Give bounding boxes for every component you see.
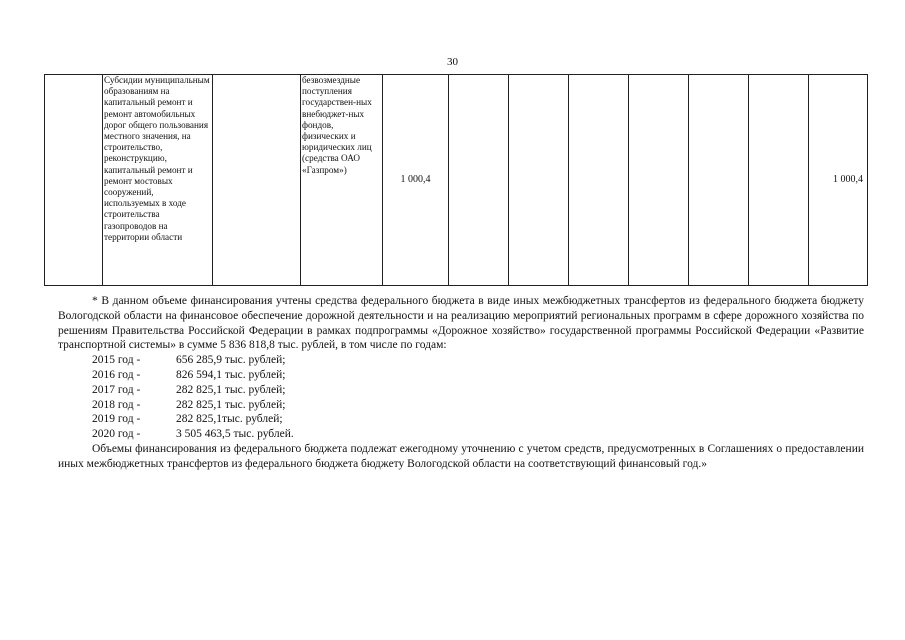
year-amount: 3 505 463,5 тыс. рублей. [176, 428, 294, 441]
list-item [92, 412, 864, 427]
list-item [92, 398, 864, 413]
financing-table [44, 74, 868, 286]
list-item [92, 353, 864, 368]
table-row [45, 75, 868, 286]
yearly-amounts-list [92, 353, 864, 442]
table-cell-empty [509, 75, 569, 286]
footnote-paragraph: * В данном объеме финансирования учтены средства федерального бюджета в виде иных межбюджетных трансфертов из федерального бюджета бюджету Вологодской области на финансовое обеспечение дорожной деятельности и на реализацию мероприятий региональных программ в сфере дорожного хозяйства по решениям Правительства Российской Федерации в рамках подпрограммы «Дорожное хозяйство» государственной программы Российской Федерации «Развитие транспортной системы» в сумме 5 836 818,8 тыс. рублей, в том числе по годам: [58, 295, 864, 352]
page-number: 30 [447, 56, 458, 68]
notes-block [58, 294, 864, 472]
table-cell-empty [749, 75, 809, 286]
subsidy-description-cell: Субсидии муниципальным образованиям на капитальный ремонт и ремонт автомобильных дорог общего пользования местного значения, на строительство, реконструкцию, капитальный ремонт и ремонт мостовых сооружений, используемых в ходе строительства газопроводов на территории области [103, 75, 213, 286]
total-value-cell: 1 000,4 [383, 75, 449, 286]
year-2020-value-cell: 1 000,4 [809, 75, 868, 286]
table-cell-empty [449, 75, 509, 286]
year-label: 2019 год - [92, 413, 141, 426]
year-label: 2018 год - [92, 398, 141, 411]
year-label: 2015 год - [92, 354, 141, 367]
year-amount: 282 825,1тыс. рублей; [176, 413, 283, 426]
table-cell-empty [569, 75, 629, 286]
year-amount: 282 825,1 тыс. рублей; [176, 383, 286, 396]
table-cell-empty [45, 75, 103, 286]
closing-paragraph: Объемы финансирования из федерального бюджета подлежат ежегодному уточнению с учетом средств, предусмотренных в Соглашениях о предоставлении иных межбюджетных трансфертов из федерального бюджета бюджету Вологодской области на соответствующий финансовый год.» [58, 442, 864, 470]
list-item [92, 383, 864, 398]
funding-source-cell: безвозмездные поступления государствен-ных внебюджет-ных фондов, физических и юридических лиц (средства ОАО «Газпром») [301, 75, 383, 286]
year-label: 2020 год - [92, 428, 141, 441]
year-label: 2016 год - [92, 368, 141, 381]
list-item [92, 427, 864, 442]
year-amount: 282 825,1 тыс. рублей; [176, 398, 286, 411]
year-label: 2017 год - [92, 383, 141, 396]
table-cell-empty [213, 75, 301, 286]
table-cell-empty [689, 75, 749, 286]
list-item [92, 368, 864, 383]
year-amount: 656 285,9 тыс. рублей; [176, 354, 286, 367]
year-amount: 826 594,1 тыс. рублей; [176, 368, 286, 381]
table-cell-empty [629, 75, 689, 286]
